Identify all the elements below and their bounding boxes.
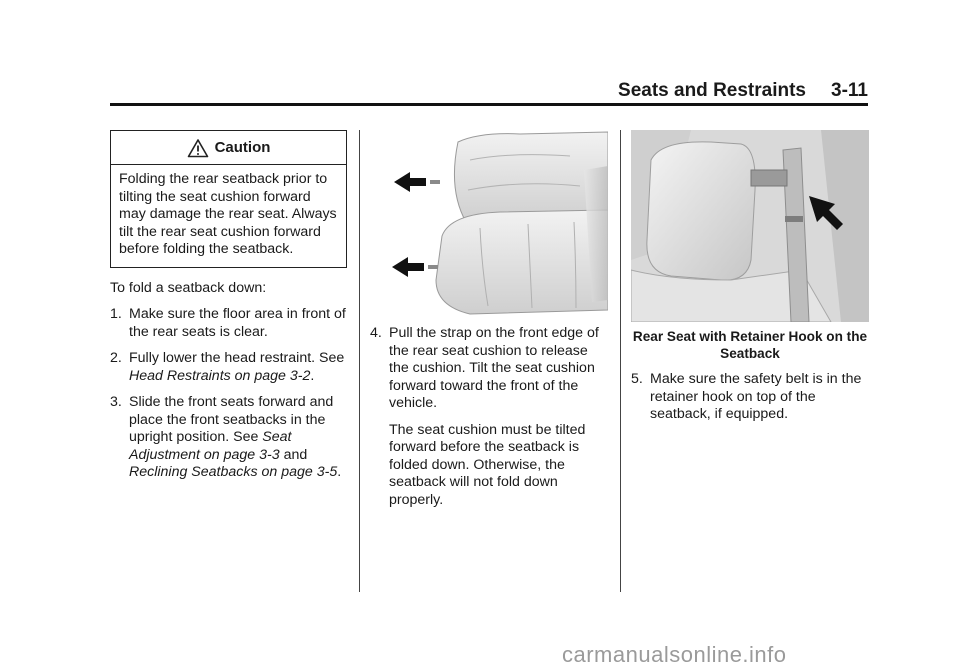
step-3 [110,394,350,482]
watermark-text: carmanualsonline.info [562,642,787,667]
step-text: Fully lower the head restraint. See [129,350,345,366]
column-divider-2 [620,130,621,592]
caution-box [110,130,347,268]
warning-triangle-icon [187,138,209,158]
step-1 [110,306,350,341]
step-text-mid: and [279,446,308,463]
column-divider-1 [359,130,360,592]
column-1 [110,130,350,482]
step-text-end: . [337,464,342,480]
step-5 [631,371,869,424]
step-text: Pull the strap on the front edge of the rear seat cushion to release the cushion. Tilt the seat cushion forward toward the front of the vehicle. [389,325,599,411]
cross-reference-link[interactable]: Head Restraints on page 3-2 [129,367,311,384]
step-text-end: . [310,367,315,384]
step-text: Make sure the safety belt is in the retainer hook on top of the seatback, if equipped. [650,371,862,422]
step-number: 3. [110,394,122,410]
column-3 [631,130,869,424]
cross-reference-link[interactable]: Seat Adjustment on page 3-3 [129,429,292,463]
step-text: Slide the front seats forward and place the front seatbacks in the upright position. See [129,394,334,445]
seat-cushion-illustration [370,130,608,316]
page-number: 3-11 [831,80,868,101]
retainer-hook-illustration [631,130,869,322]
step-2 [110,350,350,385]
intro-text: To fold a seatback down: [110,279,267,296]
cross-reference-link[interactable]: Reclining Seatbacks on page 3-5 [129,464,338,480]
figure-caption: Rear Seat with Retainer Hook on the Seatback [632,329,868,361]
caution-text: Folding the rear seatback prior to tilting the seat cushion forward may damage the rear seat. Always tilt the rear seat cushion forward before folding the seatback. [119,171,337,257]
caution-header [111,131,346,165]
section-title: Seats and Restraints [618,80,806,101]
column-2 [370,130,610,509]
step-number: 2. [110,350,122,366]
caution-title: Caution [214,138,271,156]
step-note: The seat cushion must be tilted forward before the seatback is folded down. Otherwise, the seatback will not fold down properly. [389,421,586,508]
step-text: Make sure the floor area in front of the rear seats is clear. [129,306,346,340]
step-4 [370,325,610,413]
header-rule [110,103,868,106]
step-number: 1. [110,306,122,322]
step-number: 5. [631,371,643,387]
step-number: 4. [370,325,382,341]
